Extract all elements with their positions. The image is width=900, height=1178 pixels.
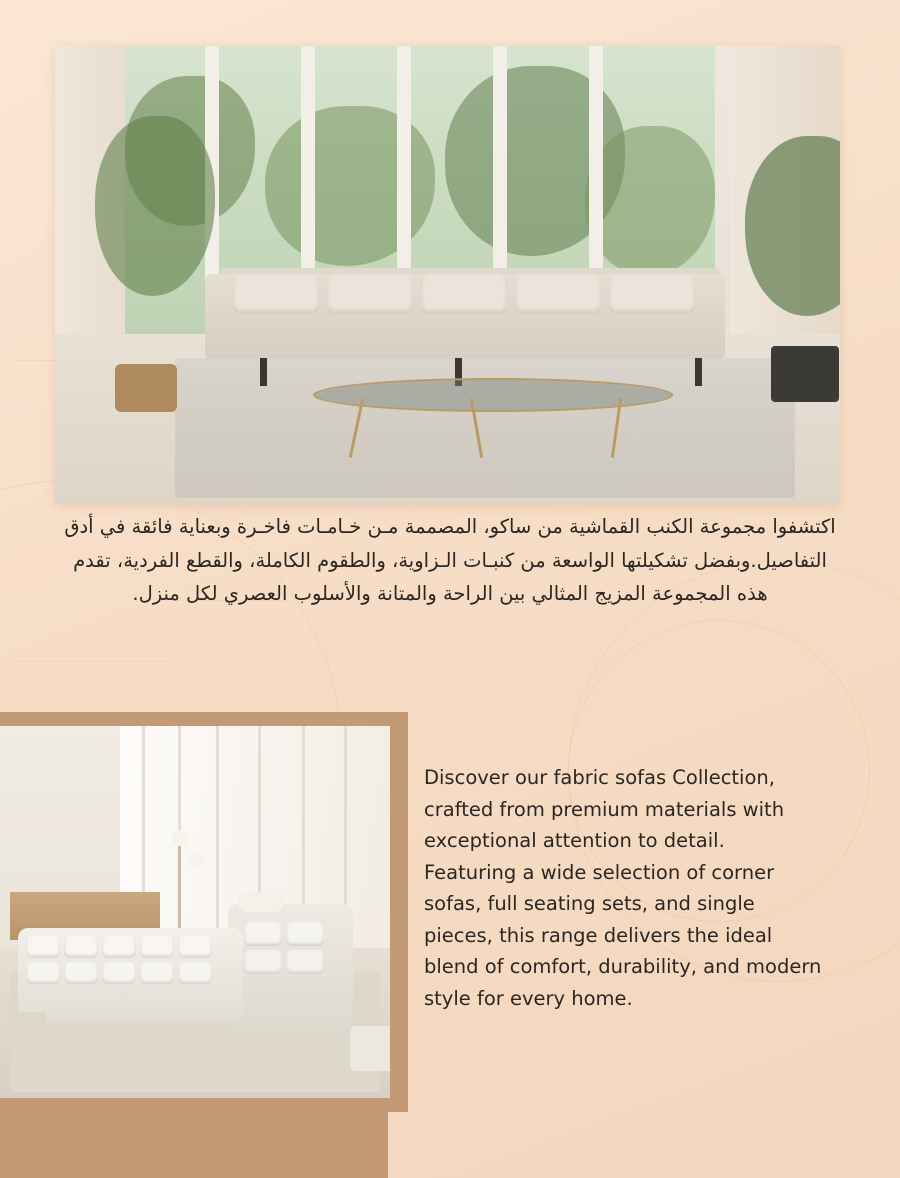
english-paragraph-1: Discover our fabric sofas Collection, crafted from premium materials with exceptional attention to detail. bbox=[424, 766, 785, 853]
english-paragraph-2: Featuring a wide selection of corner sofas, full seating sets, and single pieces, this range delivers the ideal blend of comfort, durability, and modern style for every home. bbox=[424, 860, 822, 1011]
bottom-accent-band bbox=[0, 1108, 388, 1178]
hero-image bbox=[55, 46, 840, 504]
hero-image-scene bbox=[55, 46, 840, 504]
lower-image bbox=[0, 726, 390, 1098]
arabic-description-paragraph: اكتشفوا مجموعة الكنب القماشية من ساكو، المصممة مـن خـامـات فاخـرة وبعناية فائقة في أدق التفاصيل.وبفضل تشكيلتها الواسعة من كنبـات الـزاوية، والطقوم الكاملة، والقطع الفردية، تقدم هذه المجموعة المزيج المثالي بين الراحة والمتانة والأسلوب العصري لكل منزل. bbox=[64, 515, 836, 606]
english-description bbox=[424, 762, 824, 1015]
